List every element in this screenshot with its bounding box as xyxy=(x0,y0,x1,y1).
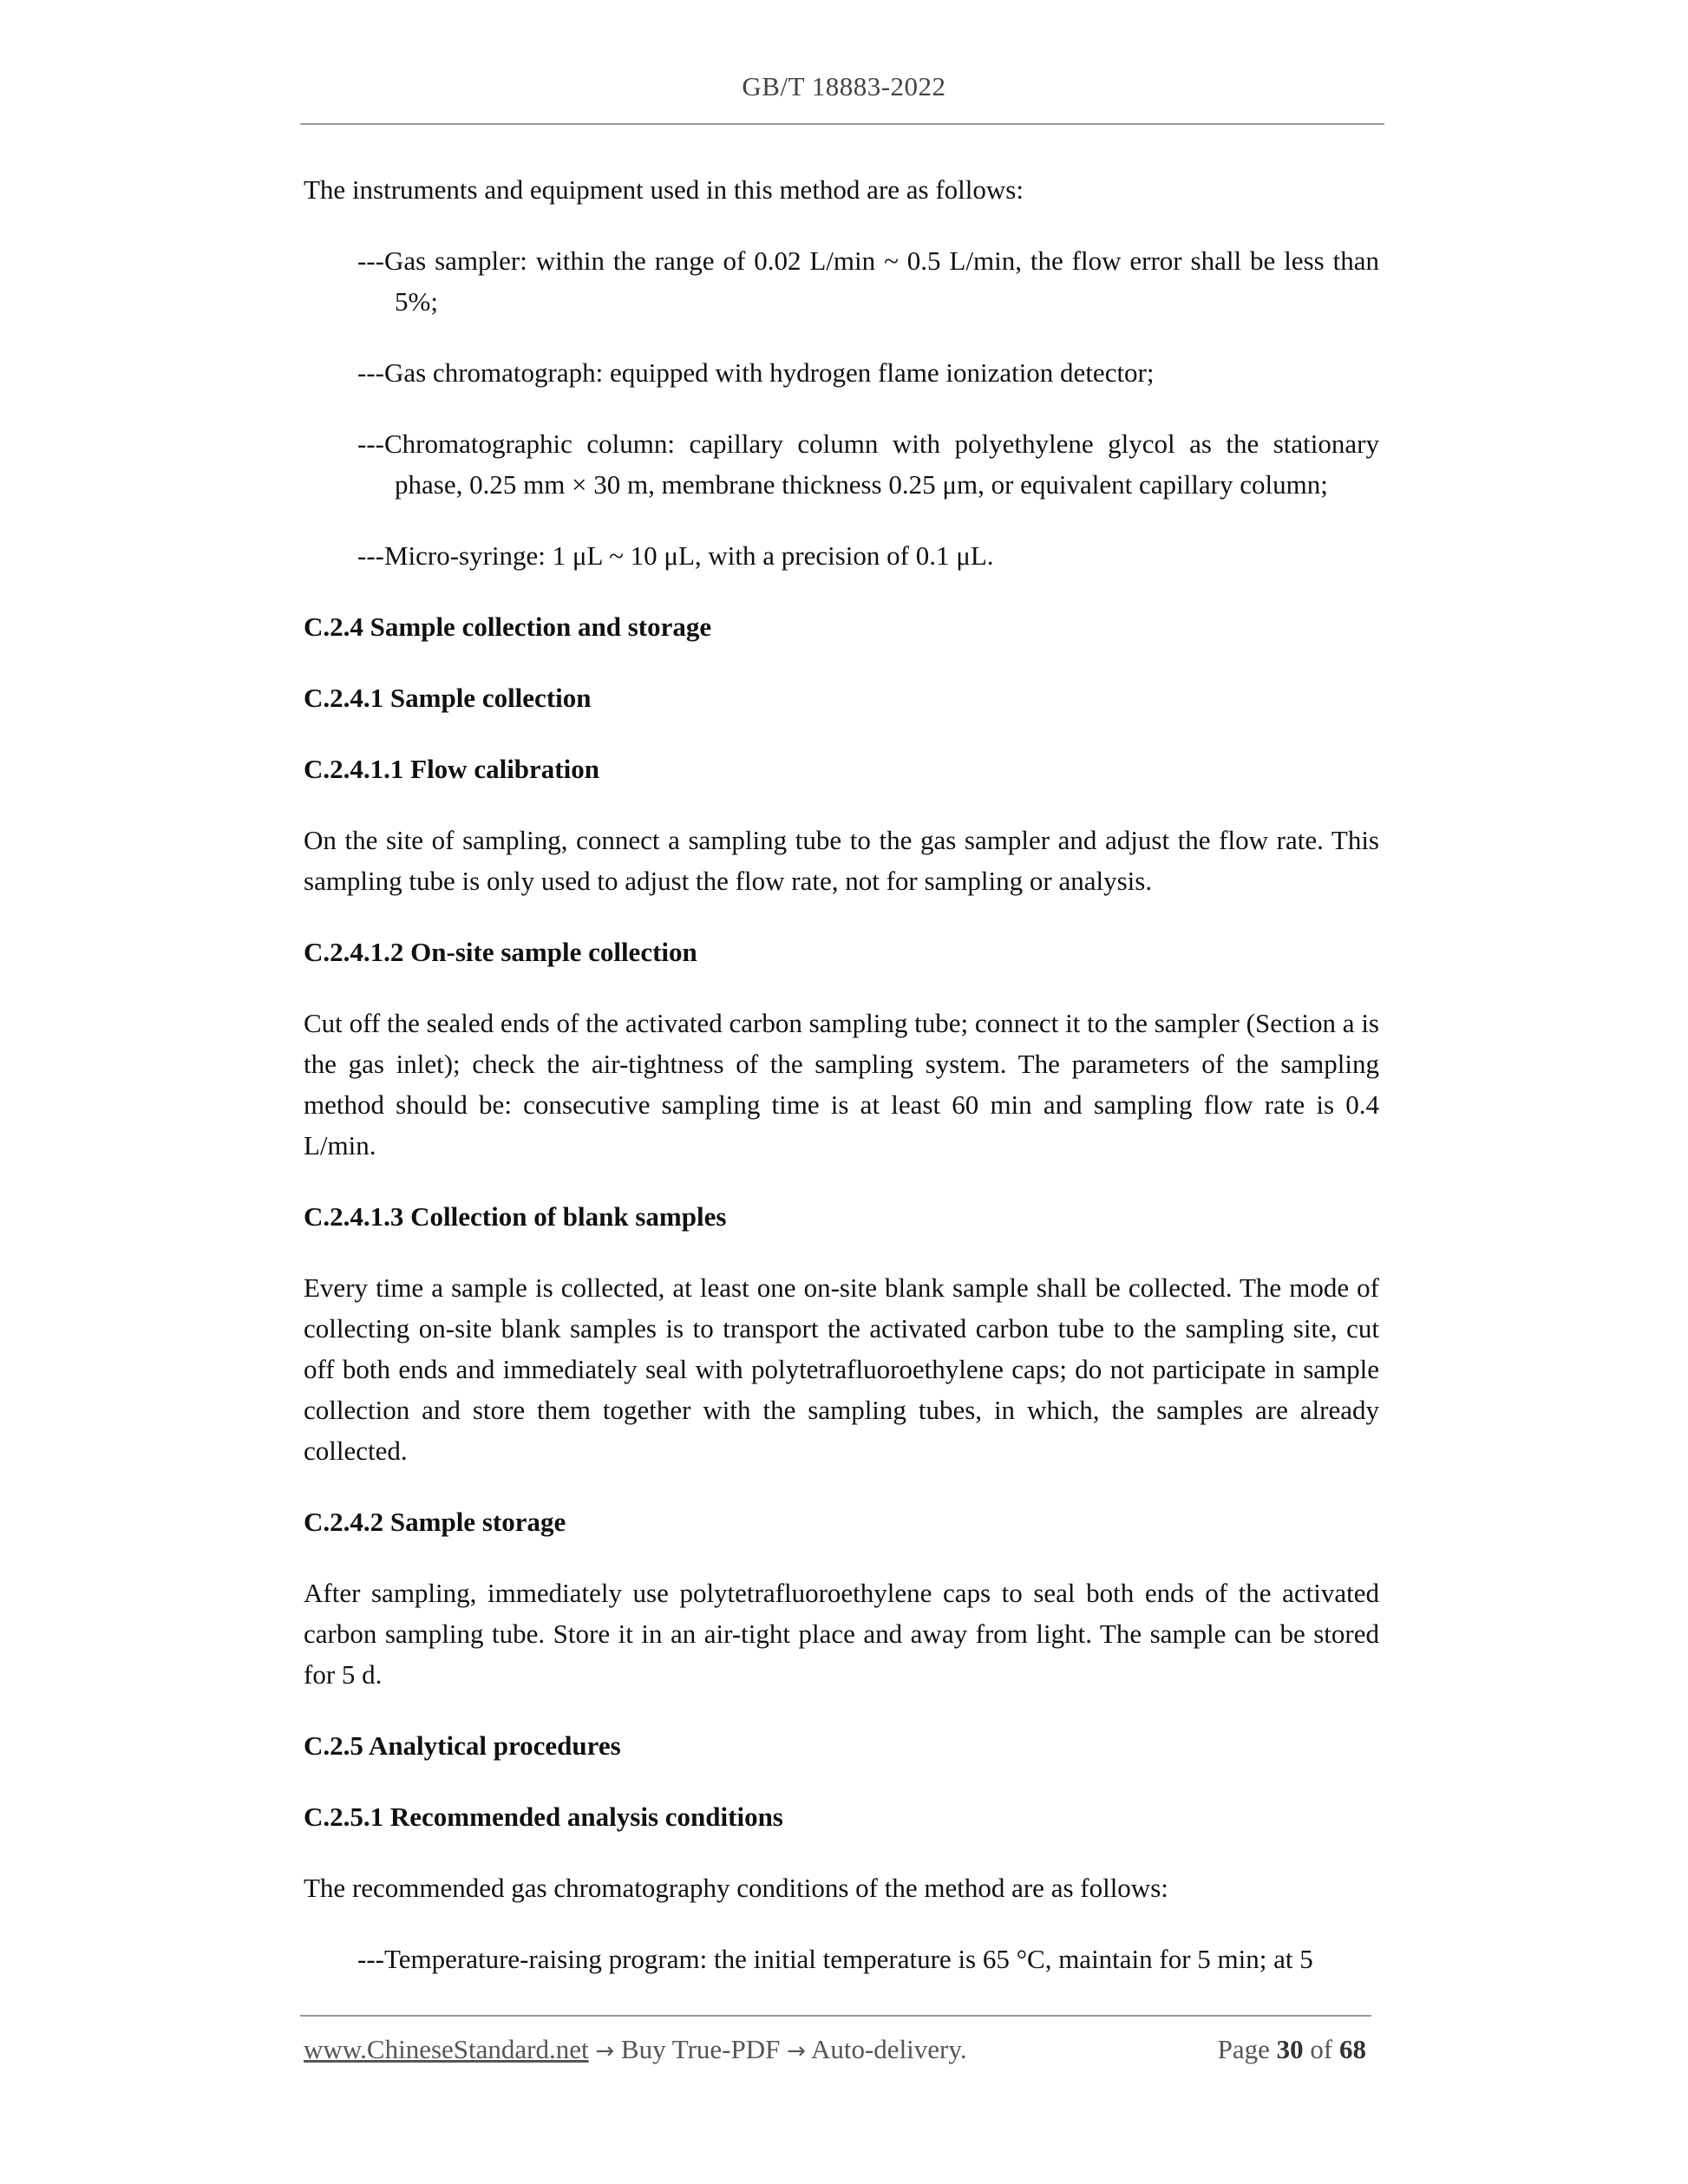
list-item-temperature-program: ---Temperature-raising program: the initial temperature is 65 °C, maintain for 5 min; at 5 xyxy=(357,1944,1313,1974)
paragraph-recommended-conditions: The recommended gas chromatography conditions of the method are as follows: xyxy=(304,1873,1168,1903)
section-heading-c24: C.2.4 Sample collection and storage xyxy=(304,611,712,642)
footer-promo xyxy=(304,2034,967,2065)
arrow-right-icon: → xyxy=(595,2038,615,2064)
section-heading-c242: C.2.4.2 Sample storage xyxy=(304,1507,566,1537)
list-item-micro-syringe: ---Micro-syringe: 1 μL ~ 10 μL, with a precision of 0.1 μL. xyxy=(357,540,994,571)
page-indicator xyxy=(1218,2034,1366,2065)
buy-pdf-text: Buy True-PDF xyxy=(620,2034,781,2064)
list-item-gas-chromatograph: ---Gas chromatograph: equipped with hydrogen flame ionization detector; xyxy=(357,357,1155,388)
section-heading-c251: C.2.5.1 Recommended analysis conditions xyxy=(304,1801,783,1832)
paragraph-onsite-collection: Cut off the sealed ends of the activated carbon sampling tube; connect it to the sampler (Section a is the gas inlet); check the air-tightness of the sampling system. The parameters of the sampling method should be: consecutive sampling time is at least 60 min and sampling flow rate is 0.4 L/min. xyxy=(304,1008,1379,1161)
current-page-number: 30 xyxy=(1276,2034,1304,2064)
page-label: Page xyxy=(1217,2034,1270,2064)
paragraph-flow-calibration: On the site of sampling, connect a sampling tube to the gas sampler and adjust the flow rate. This sampling tube is only used to adjust the flow rate, not for sampling or analysis. xyxy=(304,825,1379,896)
total-pages-number: 68 xyxy=(1339,2034,1366,2064)
section-heading-c25: C.2.5 Analytical procedures xyxy=(304,1730,621,1761)
list-item-chromatographic-column: ---Chromatographic column: capillary column with polyethylene glycol as the stationary phase, 0.25 mm × 30 m, membrane thickness 0.25 μm, or equivalent capillary column; xyxy=(357,428,1379,500)
page-footer xyxy=(304,2034,1371,2077)
list-item-gas-sampler: ---Gas sampler: within the range of 0.02 L/min ~ 0.5 L/min, the flow error shall be less than 5%; xyxy=(357,245,1379,317)
footer-divider xyxy=(300,2015,1371,2017)
section-heading-c241: C.2.4.1 Sample collection xyxy=(304,683,592,713)
paragraph-blank-samples: Every time a sample is collected, at least one on-site blank sample shall be collected. The mode of collecting on-site blank samples is to transport the activated carbon tube to the sampling site, cut off both ends and immediately seal with polytetrafluoroethylene caps; do not participate in sample collection and store them together with the sampling tubes, in which, the samples are already collected. xyxy=(304,1272,1379,1466)
website-link[interactable]: www.ChineseStandard.net xyxy=(304,2034,589,2064)
section-heading-c2411: C.2.4.1.1 Flow calibration xyxy=(304,754,599,784)
section-heading-c2413: C.2.4.1.3 Collection of blank samples xyxy=(304,1201,727,1232)
paragraph-sample-storage: After sampling, immediately use polytetrafluoroethylene caps to seal both ends of the activated carbon sampling tube. Store it in an air-tight place and away from light. The sample can be stored for 5 d. xyxy=(304,1578,1379,1690)
document-body xyxy=(304,169,1379,2010)
auto-delivery-text: Auto-delivery. xyxy=(810,2034,967,2064)
section-heading-c2412: C.2.4.1.2 On-site sample collection xyxy=(304,937,697,967)
page-header-title: GB/T 18883-2022 xyxy=(742,71,946,101)
intro-paragraph: The instruments and equipment used in this method are as follows: xyxy=(304,174,1024,205)
page-of-label: of xyxy=(1310,2034,1333,2064)
arrow-right-icon: → xyxy=(787,2038,806,2064)
header-divider xyxy=(300,123,1384,125)
